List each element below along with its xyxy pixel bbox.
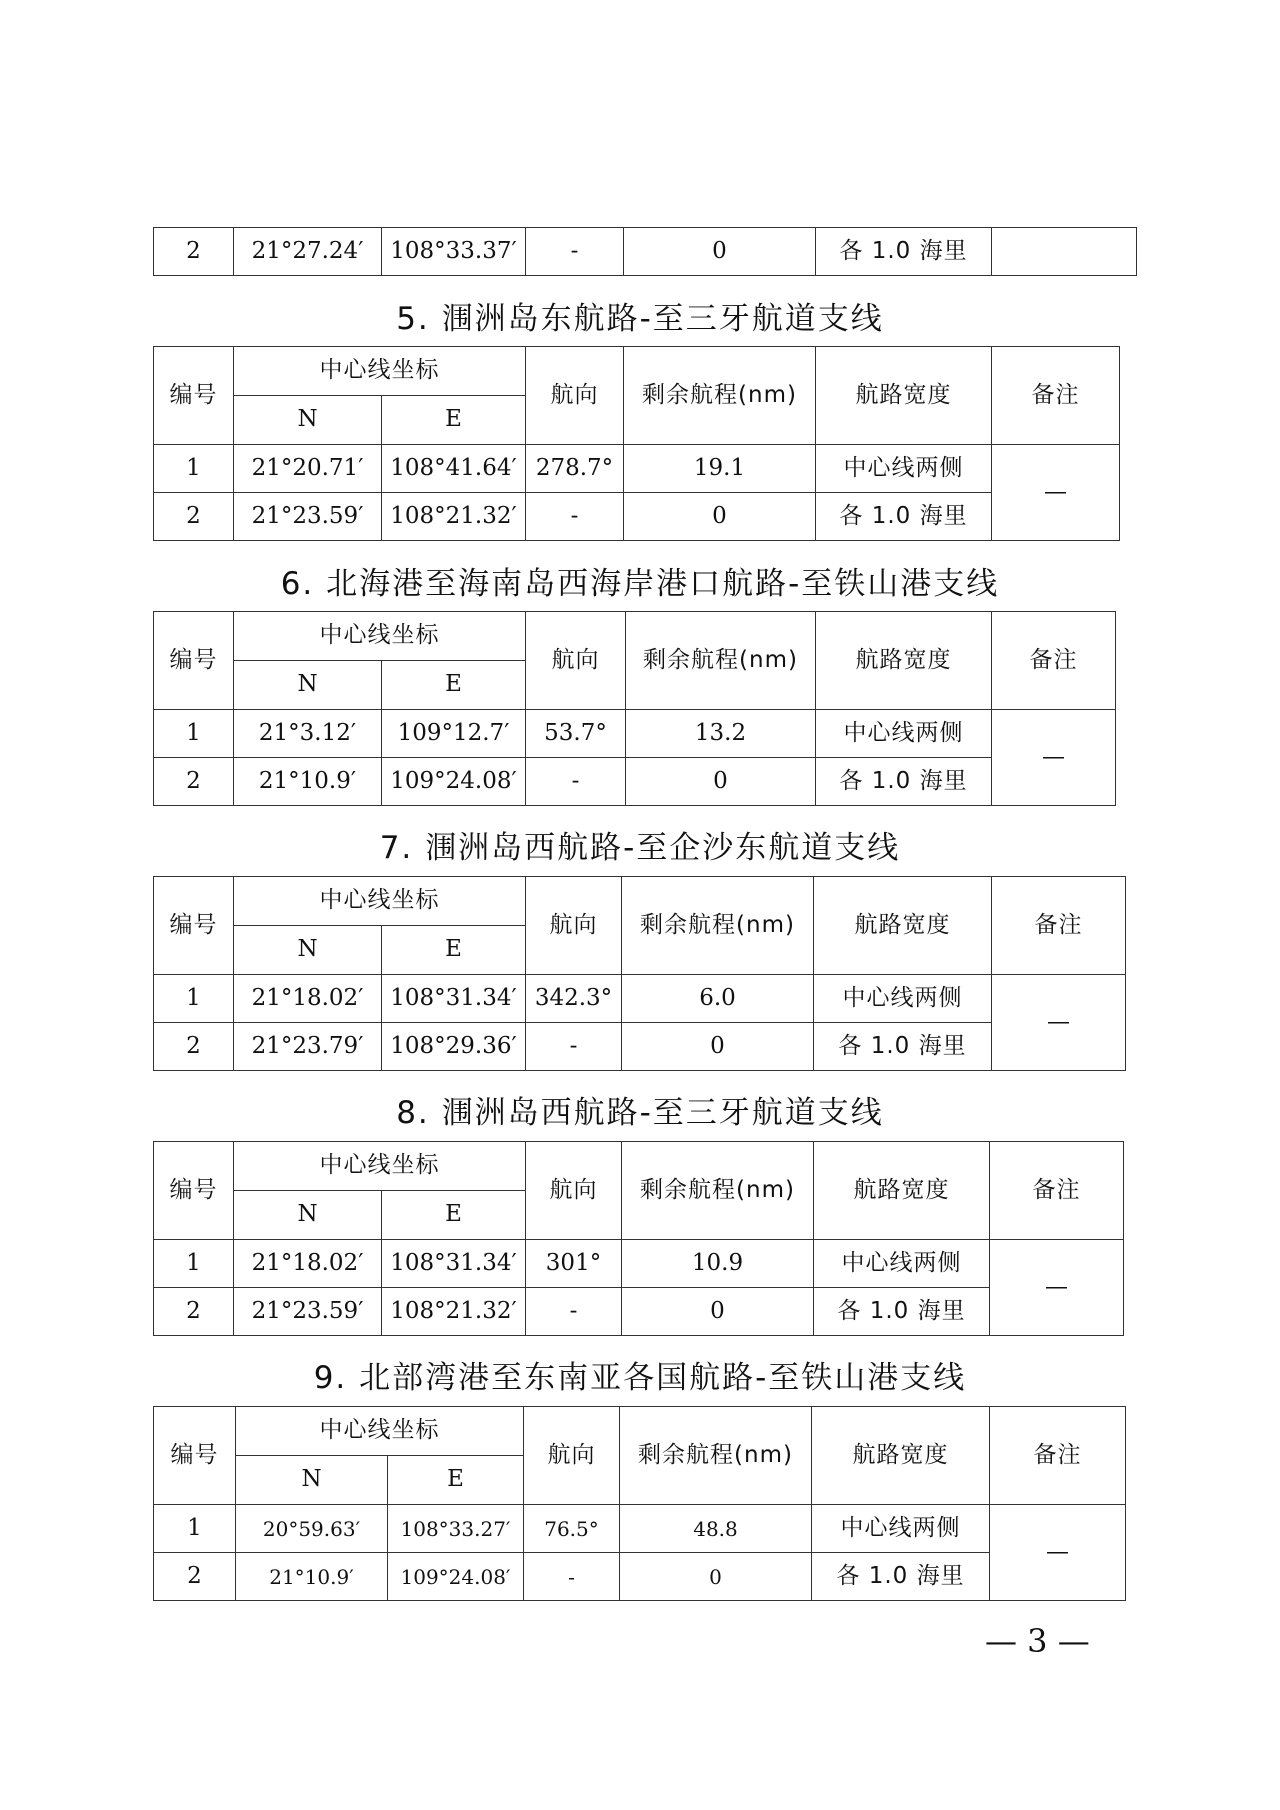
header-remaining: 剩余航程(nm) <box>626 612 816 710</box>
header-course: 航向 <box>526 347 624 445</box>
header-id: 编号 <box>154 1407 236 1505</box>
table-row <box>154 758 1116 806</box>
row-e: 108°21.32′ <box>382 493 526 541</box>
row-e: 109°24.08′ <box>388 1553 524 1601</box>
header-id: 编号 <box>154 612 234 710</box>
header-id: 编号 <box>154 347 234 445</box>
table-row <box>154 228 1137 276</box>
section-title: 9. 北部湾港至东南亚各国航路-至铁山港支线 <box>313 1360 967 1396</box>
row-course: 278.7° <box>526 445 624 493</box>
route-table <box>153 876 1126 1071</box>
row-course: 301° <box>526 1240 622 1288</box>
row-course: 342.3° <box>526 975 622 1023</box>
header-coord: 中心线坐标 <box>234 877 526 926</box>
row-width-line2: 各 1.0 海里 <box>814 1288 990 1336</box>
row-width-line2: 各 1.0 海里 <box>814 1023 992 1071</box>
header-course: 航向 <box>524 1407 620 1505</box>
header-width: 航路宽度 <box>814 877 992 975</box>
row-e: 109°12.7′ <box>382 710 526 758</box>
row-n: 21°23.79′ <box>234 1023 382 1071</box>
table-row <box>154 975 1126 1023</box>
row-id: 2 <box>154 758 234 806</box>
header-n: N <box>234 661 382 710</box>
row-note: — <box>990 1505 1126 1601</box>
row-note: — <box>990 1240 1124 1336</box>
row-id: 1 <box>154 710 234 758</box>
section-title: 7. 涠洲岛西航路-至企沙东航道支线 <box>379 830 901 866</box>
section-title: 6. 北海港至海南岛西海岸港口航路-至铁山港支线 <box>280 566 1000 602</box>
row-id: 2 <box>154 493 234 541</box>
row-course: - <box>526 228 624 276</box>
route-table <box>153 346 1120 541</box>
row-id: 1 <box>154 1240 234 1288</box>
header-width: 航路宽度 <box>816 612 992 710</box>
row-n: 21°18.02′ <box>234 1240 382 1288</box>
row-width-line1: 中心线两侧 <box>816 445 992 493</box>
row-width-line1: 中心线两侧 <box>814 1240 990 1288</box>
header-width: 航路宽度 <box>814 1142 990 1240</box>
row-note: — <box>992 975 1126 1071</box>
header-n: N <box>234 926 382 975</box>
row-e: 108°31.34′ <box>382 1240 526 1288</box>
table-row <box>154 710 1116 758</box>
row-id: 2 <box>154 1288 234 1336</box>
row-course: 53.7° <box>526 710 626 758</box>
row-e: 109°24.08′ <box>382 758 526 806</box>
row-n: 20°59.63′ <box>236 1505 388 1553</box>
header-coord: 中心线坐标 <box>234 1142 526 1191</box>
row-n: 21°10.9′ <box>234 758 382 806</box>
row-e: 108°21.32′ <box>382 1288 526 1336</box>
page-number: — 3 — <box>985 1622 1090 1660</box>
route-table <box>153 611 1116 806</box>
table-row <box>154 445 1120 493</box>
row-width-line2: 各 1.0 海里 <box>816 493 992 541</box>
row-e: 108°41.64′ <box>382 445 526 493</box>
row-id: 2 <box>154 1553 236 1601</box>
header-course: 航向 <box>526 612 626 710</box>
section-title: 8. 涠洲岛西航路-至三牙航道支线 <box>396 1095 884 1131</box>
row-course: - <box>524 1553 620 1601</box>
route-table <box>153 1406 1126 1601</box>
row-remaining: 0 <box>622 1288 814 1336</box>
header-e: E <box>382 1191 526 1240</box>
row-remaining: 0 <box>624 228 816 276</box>
row-n: 21°23.59′ <box>234 1288 382 1336</box>
row-note: — <box>992 445 1120 541</box>
row-course: - <box>526 1023 622 1071</box>
header-note: 备注 <box>992 877 1126 975</box>
table-row <box>154 493 1120 541</box>
header-e: E <box>382 926 526 975</box>
table-row <box>154 1505 1126 1553</box>
row-remaining: 48.8 <box>620 1505 812 1553</box>
row-id: 2 <box>154 228 234 276</box>
row-course: 76.5° <box>524 1505 620 1553</box>
header-coord: 中心线坐标 <box>236 1407 524 1456</box>
header-n: N <box>236 1456 388 1505</box>
header-remaining: 剩余航程(nm) <box>624 347 816 445</box>
row-width-line1: 中心线两侧 <box>814 975 992 1023</box>
section-title: 5. 涠洲岛东航路-至三牙航道支线 <box>396 301 884 337</box>
header-note: 备注 <box>992 347 1120 445</box>
route-table <box>153 1141 1124 1336</box>
row-id: 1 <box>154 1505 236 1553</box>
prev-table <box>153 227 1137 276</box>
row-width-line1: 中心线两侧 <box>816 710 992 758</box>
row-n: 21°3.12′ <box>234 710 382 758</box>
row-n: 21°20.71′ <box>234 445 382 493</box>
row-remaining: 0 <box>622 1023 814 1071</box>
table-row <box>154 1023 1126 1071</box>
header-e: E <box>382 396 526 445</box>
row-remaining: 0 <box>626 758 816 806</box>
row-remaining: 19.1 <box>624 445 816 493</box>
row-note: — <box>992 710 1116 806</box>
row-remaining: 0 <box>620 1553 812 1601</box>
row-id: 1 <box>154 445 234 493</box>
row-course: - <box>526 1288 622 1336</box>
row-width: 各 1.0 海里 <box>816 228 992 276</box>
header-note: 备注 <box>990 1142 1124 1240</box>
row-width-line2: 各 1.0 海里 <box>816 758 992 806</box>
header-n: N <box>234 1191 382 1240</box>
row-n: 21°27.24′ <box>234 228 382 276</box>
row-id: 2 <box>154 1023 234 1071</box>
row-e: 108°33.27′ <box>388 1505 524 1553</box>
header-e: E <box>388 1456 524 1505</box>
row-e: 108°29.36′ <box>382 1023 526 1071</box>
row-n: 21°23.59′ <box>234 493 382 541</box>
header-remaining: 剩余航程(nm) <box>622 1142 814 1240</box>
table-row <box>154 1240 1124 1288</box>
row-e: 108°33.37′ <box>382 228 526 276</box>
row-n: 21°18.02′ <box>234 975 382 1023</box>
header-note: 备注 <box>990 1407 1126 1505</box>
header-width: 航路宽度 <box>812 1407 990 1505</box>
table-row <box>154 1553 1126 1601</box>
table-row <box>154 1288 1124 1336</box>
header-id: 编号 <box>154 1142 234 1240</box>
header-id: 编号 <box>154 877 234 975</box>
header-coord: 中心线坐标 <box>234 612 526 661</box>
row-course: - <box>526 493 624 541</box>
header-e: E <box>382 661 526 710</box>
row-id: 1 <box>154 975 234 1023</box>
header-remaining: 剩余航程(nm) <box>622 877 814 975</box>
row-e: 108°31.34′ <box>382 975 526 1023</box>
header-remaining: 剩余航程(nm) <box>620 1407 812 1505</box>
row-remaining: 0 <box>624 493 816 541</box>
header-n: N <box>234 396 382 445</box>
row-width-line2: 各 1.0 海里 <box>812 1553 990 1601</box>
row-note <box>992 228 1137 276</box>
row-remaining: 6.0 <box>622 975 814 1023</box>
row-width-line1: 中心线两侧 <box>812 1505 990 1553</box>
row-remaining: 10.9 <box>622 1240 814 1288</box>
header-note: 备注 <box>992 612 1116 710</box>
row-course: - <box>526 758 626 806</box>
header-course: 航向 <box>526 877 622 975</box>
header-coord: 中心线坐标 <box>234 347 526 396</box>
row-n: 21°10.9′ <box>236 1553 388 1601</box>
header-width: 航路宽度 <box>816 347 992 445</box>
row-remaining: 13.2 <box>626 710 816 758</box>
header-course: 航向 <box>526 1142 622 1240</box>
